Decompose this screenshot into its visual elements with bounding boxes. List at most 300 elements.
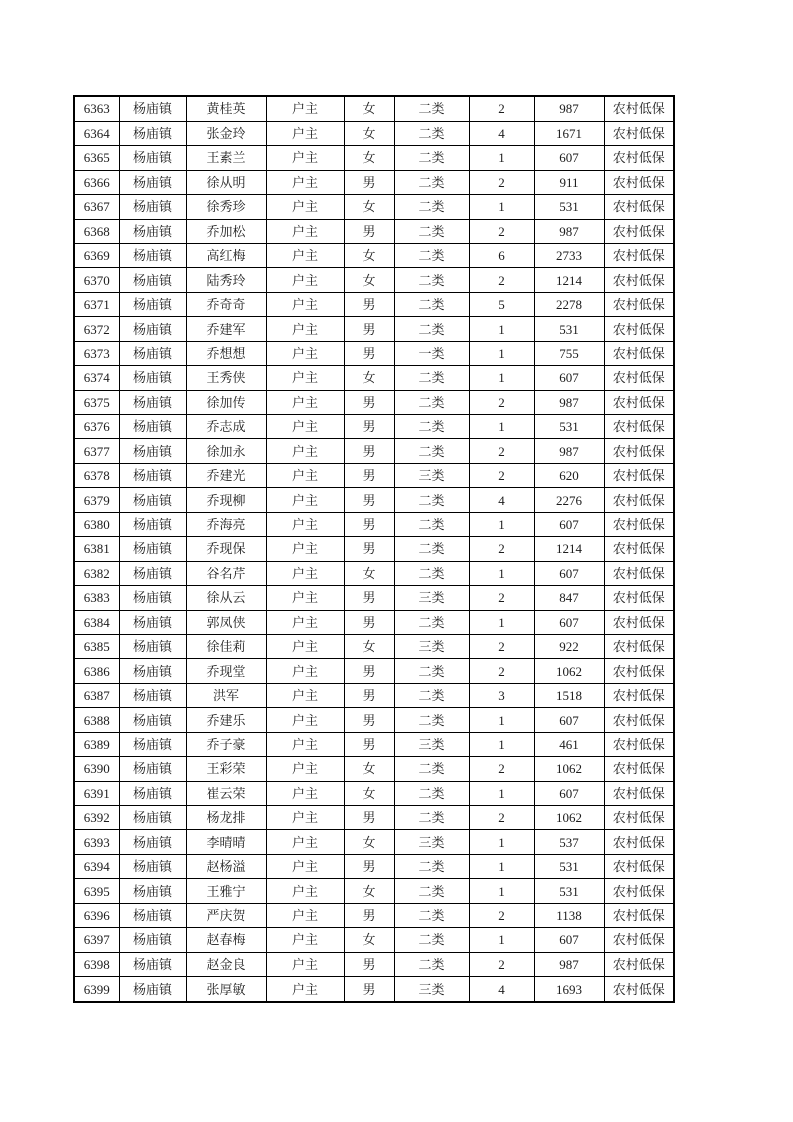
cell-household_count: 2 <box>469 219 534 243</box>
cell-category: 二类 <box>394 708 469 732</box>
cell-amount: 461 <box>534 732 604 756</box>
cell-amount: 1693 <box>534 977 604 1002</box>
cell-relation: 户主 <box>266 341 344 365</box>
table-row <box>74 292 674 316</box>
cell-gender: 女 <box>344 561 394 585</box>
cell-category: 二类 <box>394 952 469 976</box>
table-row <box>74 390 674 414</box>
cell-category: 二类 <box>394 781 469 805</box>
cell-household_count: 2 <box>469 659 534 683</box>
cell-serial_number: 6373 <box>74 341 119 365</box>
cell-serial_number: 6372 <box>74 317 119 341</box>
cell-serial_number: 6370 <box>74 268 119 292</box>
cell-gender: 女 <box>344 781 394 805</box>
cell-town: 杨庙镇 <box>119 439 186 463</box>
cell-amount: 1062 <box>534 659 604 683</box>
cell-town: 杨庙镇 <box>119 928 186 952</box>
cell-gender: 男 <box>344 488 394 512</box>
cell-town: 杨庙镇 <box>119 708 186 732</box>
cell-category: 二类 <box>394 854 469 878</box>
cell-town: 杨庙镇 <box>119 488 186 512</box>
cell-amount: 531 <box>534 317 604 341</box>
cell-amount: 607 <box>534 708 604 732</box>
cell-town: 杨庙镇 <box>119 610 186 634</box>
table-row <box>74 537 674 561</box>
cell-amount: 755 <box>534 341 604 365</box>
cell-gender: 女 <box>344 879 394 903</box>
cell-household_count: 1 <box>469 317 534 341</box>
cell-relation: 户主 <box>266 219 344 243</box>
cell-amount: 911 <box>534 170 604 194</box>
table-row <box>74 903 674 927</box>
cell-serial_number: 6399 <box>74 977 119 1002</box>
table-row <box>74 928 674 952</box>
cell-relation: 户主 <box>266 366 344 390</box>
cell-welfare_type: 农村低保 <box>604 366 674 390</box>
cell-household_count: 4 <box>469 121 534 145</box>
cell-category: 三类 <box>394 634 469 658</box>
cell-name: 乔想想 <box>186 341 266 365</box>
cell-town: 杨庙镇 <box>119 806 186 830</box>
cell-town: 杨庙镇 <box>119 879 186 903</box>
cell-amount: 2276 <box>534 488 604 512</box>
table-row <box>74 121 674 145</box>
cell-gender: 女 <box>344 195 394 219</box>
cell-household_count: 2 <box>469 757 534 781</box>
cell-welfare_type: 农村低保 <box>604 634 674 658</box>
cell-name: 乔建乐 <box>186 708 266 732</box>
cell-relation: 户主 <box>266 806 344 830</box>
cell-category: 二类 <box>394 561 469 585</box>
cell-serial_number: 6397 <box>74 928 119 952</box>
cell-town: 杨庙镇 <box>119 219 186 243</box>
cell-town: 杨庙镇 <box>119 415 186 439</box>
cell-name: 王素兰 <box>186 146 266 170</box>
cell-welfare_type: 农村低保 <box>604 219 674 243</box>
cell-household_count: 4 <box>469 977 534 1002</box>
cell-household_count: 2 <box>469 390 534 414</box>
cell-relation: 户主 <box>266 512 344 536</box>
cell-amount: 531 <box>534 854 604 878</box>
cell-welfare_type: 农村低保 <box>604 561 674 585</box>
cell-household_count: 2 <box>469 806 534 830</box>
cell-gender: 女 <box>344 121 394 145</box>
cell-welfare_type: 农村低保 <box>604 439 674 463</box>
table-row <box>74 757 674 781</box>
cell-amount: 620 <box>534 463 604 487</box>
cell-gender: 女 <box>344 268 394 292</box>
cell-welfare_type: 农村低保 <box>604 341 674 365</box>
cell-name: 张金玲 <box>186 121 266 145</box>
table-row <box>74 952 674 976</box>
cell-serial_number: 6363 <box>74 96 119 121</box>
cell-gender: 男 <box>344 708 394 732</box>
cell-town: 杨庙镇 <box>119 195 186 219</box>
cell-amount: 1062 <box>534 806 604 830</box>
cell-name: 王彩荣 <box>186 757 266 781</box>
cell-welfare_type: 农村低保 <box>604 537 674 561</box>
table-row <box>74 341 674 365</box>
cell-category: 三类 <box>394 463 469 487</box>
cell-relation: 户主 <box>266 586 344 610</box>
cell-amount: 1138 <box>534 903 604 927</box>
cell-relation: 户主 <box>266 683 344 707</box>
cell-welfare_type: 农村低保 <box>604 195 674 219</box>
cell-gender: 男 <box>344 341 394 365</box>
cell-amount: 987 <box>534 219 604 243</box>
cell-town: 杨庙镇 <box>119 170 186 194</box>
table-row <box>74 488 674 512</box>
cell-welfare_type: 农村低保 <box>604 806 674 830</box>
table-row <box>74 732 674 756</box>
cell-household_count: 2 <box>469 634 534 658</box>
table-row <box>74 683 674 707</box>
cell-gender: 男 <box>344 439 394 463</box>
cell-category: 二类 <box>394 439 469 463</box>
cell-town: 杨庙镇 <box>119 537 186 561</box>
cell-serial_number: 6364 <box>74 121 119 145</box>
cell-name: 郭凤侠 <box>186 610 266 634</box>
cell-category: 一类 <box>394 341 469 365</box>
cell-household_count: 2 <box>469 439 534 463</box>
cell-category: 二类 <box>394 537 469 561</box>
cell-amount: 1214 <box>534 268 604 292</box>
cell-serial_number: 6387 <box>74 683 119 707</box>
cell-town: 杨庙镇 <box>119 317 186 341</box>
cell-serial_number: 6393 <box>74 830 119 854</box>
cell-gender: 男 <box>344 952 394 976</box>
cell-relation: 户主 <box>266 659 344 683</box>
cell-town: 杨庙镇 <box>119 952 186 976</box>
cell-welfare_type: 农村低保 <box>604 512 674 536</box>
cell-welfare_type: 农村低保 <box>604 854 674 878</box>
cell-gender: 男 <box>344 317 394 341</box>
cell-relation: 户主 <box>266 268 344 292</box>
cell-town: 杨庙镇 <box>119 341 186 365</box>
cell-category: 二类 <box>394 683 469 707</box>
cell-category: 二类 <box>394 96 469 121</box>
cell-name: 赵金良 <box>186 952 266 976</box>
cell-gender: 男 <box>344 683 394 707</box>
cell-gender: 男 <box>344 537 394 561</box>
cell-gender: 女 <box>344 96 394 121</box>
cell-serial_number: 6381 <box>74 537 119 561</box>
cell-relation: 户主 <box>266 439 344 463</box>
cell-town: 杨庙镇 <box>119 903 186 927</box>
cell-welfare_type: 农村低保 <box>604 170 674 194</box>
cell-serial_number: 6386 <box>74 659 119 683</box>
cell-household_count: 4 <box>469 488 534 512</box>
cell-welfare_type: 农村低保 <box>604 952 674 976</box>
cell-serial_number: 6389 <box>74 732 119 756</box>
cell-amount: 531 <box>534 879 604 903</box>
cell-serial_number: 6384 <box>74 610 119 634</box>
cell-name: 徐佳莉 <box>186 634 266 658</box>
cell-town: 杨庙镇 <box>119 146 186 170</box>
cell-gender: 男 <box>344 512 394 536</box>
cell-household_count: 2 <box>469 170 534 194</box>
cell-name: 乔奇奇 <box>186 292 266 316</box>
cell-serial_number: 6380 <box>74 512 119 536</box>
cell-name: 乔子豪 <box>186 732 266 756</box>
cell-name: 杨龙排 <box>186 806 266 830</box>
cell-household_count: 1 <box>469 415 534 439</box>
cell-welfare_type: 农村低保 <box>604 488 674 512</box>
cell-name: 洪军 <box>186 683 266 707</box>
cell-household_count: 5 <box>469 292 534 316</box>
cell-gender: 男 <box>344 610 394 634</box>
cell-household_count: 1 <box>469 879 534 903</box>
cell-town: 杨庙镇 <box>119 634 186 658</box>
cell-welfare_type: 农村低保 <box>604 463 674 487</box>
cell-relation: 户主 <box>266 390 344 414</box>
cell-relation: 户主 <box>266 757 344 781</box>
cell-category: 二类 <box>394 317 469 341</box>
cell-household_count: 2 <box>469 903 534 927</box>
table-row <box>74 366 674 390</box>
table-row <box>74 708 674 732</box>
cell-amount: 607 <box>534 366 604 390</box>
cell-name: 张厚敏 <box>186 977 266 1002</box>
cell-town: 杨庙镇 <box>119 659 186 683</box>
cell-name: 王秀侠 <box>186 366 266 390</box>
cell-relation: 户主 <box>266 928 344 952</box>
cell-amount: 2278 <box>534 292 604 316</box>
cell-name: 黄桂英 <box>186 96 266 121</box>
cell-relation: 户主 <box>266 610 344 634</box>
cell-amount: 987 <box>534 952 604 976</box>
cell-name: 高红梅 <box>186 243 266 267</box>
cell-category: 二类 <box>394 415 469 439</box>
cell-town: 杨庙镇 <box>119 463 186 487</box>
cell-relation: 户主 <box>266 96 344 121</box>
cell-gender: 男 <box>344 903 394 927</box>
cell-amount: 2733 <box>534 243 604 267</box>
table-row <box>74 463 674 487</box>
cell-household_count: 1 <box>469 146 534 170</box>
cell-name: 乔现柳 <box>186 488 266 512</box>
cell-town: 杨庙镇 <box>119 854 186 878</box>
table-row <box>74 781 674 805</box>
cell-household_count: 1 <box>469 854 534 878</box>
table-row <box>74 415 674 439</box>
cell-serial_number: 6375 <box>74 390 119 414</box>
cell-amount: 607 <box>534 561 604 585</box>
cell-name: 徐加传 <box>186 390 266 414</box>
cell-gender: 女 <box>344 757 394 781</box>
cell-welfare_type: 农村低保 <box>604 781 674 805</box>
cell-household_count: 1 <box>469 341 534 365</box>
cell-name: 陆秀玲 <box>186 268 266 292</box>
cell-name: 徐从明 <box>186 170 266 194</box>
cell-town: 杨庙镇 <box>119 781 186 805</box>
cell-household_count: 1 <box>469 366 534 390</box>
cell-serial_number: 6388 <box>74 708 119 732</box>
cell-gender: 女 <box>344 830 394 854</box>
cell-gender: 男 <box>344 170 394 194</box>
cell-amount: 1214 <box>534 537 604 561</box>
cell-household_count: 3 <box>469 683 534 707</box>
cell-gender: 女 <box>344 366 394 390</box>
cell-household_count: 2 <box>469 586 534 610</box>
cell-welfare_type: 农村低保 <box>604 732 674 756</box>
cell-amount: 1062 <box>534 757 604 781</box>
cell-gender: 女 <box>344 243 394 267</box>
cell-relation: 户主 <box>266 195 344 219</box>
cell-serial_number: 6376 <box>74 415 119 439</box>
cell-amount: 607 <box>534 146 604 170</box>
cell-serial_number: 6379 <box>74 488 119 512</box>
cell-category: 二类 <box>394 659 469 683</box>
cell-serial_number: 6365 <box>74 146 119 170</box>
cell-category: 二类 <box>394 268 469 292</box>
cell-welfare_type: 农村低保 <box>604 390 674 414</box>
cell-gender: 男 <box>344 415 394 439</box>
cell-category: 二类 <box>394 512 469 536</box>
cell-welfare_type: 农村低保 <box>604 146 674 170</box>
cell-name: 谷名芹 <box>186 561 266 585</box>
cell-category: 二类 <box>394 243 469 267</box>
cell-relation: 户主 <box>266 317 344 341</box>
cell-name: 乔现堂 <box>186 659 266 683</box>
cell-category: 二类 <box>394 121 469 145</box>
cell-town: 杨庙镇 <box>119 268 186 292</box>
cell-welfare_type: 农村低保 <box>604 121 674 145</box>
cell-relation: 户主 <box>266 561 344 585</box>
cell-serial_number: 6368 <box>74 219 119 243</box>
cell-category: 二类 <box>394 757 469 781</box>
cell-amount: 537 <box>534 830 604 854</box>
cell-welfare_type: 农村低保 <box>604 977 674 1002</box>
welfare-records-table <box>73 95 675 1003</box>
cell-household_count: 1 <box>469 732 534 756</box>
table-row <box>74 806 674 830</box>
cell-town: 杨庙镇 <box>119 683 186 707</box>
cell-name: 乔建光 <box>186 463 266 487</box>
cell-category: 二类 <box>394 292 469 316</box>
cell-serial_number: 6391 <box>74 781 119 805</box>
cell-household_count: 2 <box>469 952 534 976</box>
table-row <box>74 659 674 683</box>
cell-welfare_type: 农村低保 <box>604 268 674 292</box>
cell-serial_number: 6395 <box>74 879 119 903</box>
cell-serial_number: 6383 <box>74 586 119 610</box>
cell-welfare_type: 农村低保 <box>604 292 674 316</box>
cell-serial_number: 6369 <box>74 243 119 267</box>
cell-serial_number: 6392 <box>74 806 119 830</box>
cell-serial_number: 6385 <box>74 634 119 658</box>
cell-relation: 户主 <box>266 732 344 756</box>
cell-household_count: 1 <box>469 610 534 634</box>
cell-serial_number: 6378 <box>74 463 119 487</box>
cell-welfare_type: 农村低保 <box>604 96 674 121</box>
cell-serial_number: 6396 <box>74 903 119 927</box>
cell-relation: 户主 <box>266 170 344 194</box>
cell-amount: 987 <box>534 390 604 414</box>
cell-relation: 户主 <box>266 634 344 658</box>
cell-serial_number: 6398 <box>74 952 119 976</box>
cell-household_count: 2 <box>469 96 534 121</box>
cell-name: 严庆贺 <box>186 903 266 927</box>
table-row <box>74 634 674 658</box>
cell-household_count: 1 <box>469 561 534 585</box>
cell-town: 杨庙镇 <box>119 292 186 316</box>
cell-welfare_type: 农村低保 <box>604 928 674 952</box>
cell-relation: 户主 <box>266 121 344 145</box>
cell-welfare_type: 农村低保 <box>604 708 674 732</box>
cell-gender: 男 <box>344 806 394 830</box>
cell-relation: 户主 <box>266 952 344 976</box>
cell-category: 二类 <box>394 195 469 219</box>
cell-amount: 607 <box>534 610 604 634</box>
table-row <box>74 512 674 536</box>
cell-gender: 男 <box>344 659 394 683</box>
cell-name: 王雅宁 <box>186 879 266 903</box>
cell-household_count: 2 <box>469 537 534 561</box>
cell-relation: 户主 <box>266 243 344 267</box>
cell-category: 三类 <box>394 586 469 610</box>
cell-gender: 男 <box>344 390 394 414</box>
cell-town: 杨庙镇 <box>119 366 186 390</box>
table-row <box>74 439 674 463</box>
table-row <box>74 830 674 854</box>
table-row <box>74 268 674 292</box>
cell-household_count: 2 <box>469 463 534 487</box>
cell-name: 乔海亮 <box>186 512 266 536</box>
cell-relation: 户主 <box>266 854 344 878</box>
cell-serial_number: 6394 <box>74 854 119 878</box>
cell-serial_number: 6390 <box>74 757 119 781</box>
cell-household_count: 1 <box>469 195 534 219</box>
cell-relation: 户主 <box>266 781 344 805</box>
cell-welfare_type: 农村低保 <box>604 757 674 781</box>
cell-welfare_type: 农村低保 <box>604 903 674 927</box>
cell-household_count: 1 <box>469 708 534 732</box>
table-row <box>74 96 674 121</box>
cell-relation: 户主 <box>266 415 344 439</box>
cell-serial_number: 6367 <box>74 195 119 219</box>
cell-name: 李晴晴 <box>186 830 266 854</box>
cell-town: 杨庙镇 <box>119 586 186 610</box>
cell-relation: 户主 <box>266 488 344 512</box>
cell-gender: 女 <box>344 928 394 952</box>
cell-amount: 607 <box>534 512 604 536</box>
table-row <box>74 561 674 585</box>
cell-category: 二类 <box>394 610 469 634</box>
cell-amount: 987 <box>534 96 604 121</box>
cell-amount: 1671 <box>534 121 604 145</box>
cell-welfare_type: 农村低保 <box>604 243 674 267</box>
cell-town: 杨庙镇 <box>119 757 186 781</box>
cell-category: 二类 <box>394 219 469 243</box>
cell-name: 徐从云 <box>186 586 266 610</box>
cell-name: 赵春梅 <box>186 928 266 952</box>
cell-serial_number: 6382 <box>74 561 119 585</box>
cell-town: 杨庙镇 <box>119 96 186 121</box>
cell-name: 徐加永 <box>186 439 266 463</box>
cell-name: 乔加松 <box>186 219 266 243</box>
cell-amount: 531 <box>534 195 604 219</box>
cell-name: 乔现保 <box>186 537 266 561</box>
cell-town: 杨庙镇 <box>119 732 186 756</box>
cell-town: 杨庙镇 <box>119 830 186 854</box>
cell-category: 二类 <box>394 488 469 512</box>
cell-gender: 女 <box>344 146 394 170</box>
cell-relation: 户主 <box>266 463 344 487</box>
cell-gender: 男 <box>344 977 394 1002</box>
cell-town: 杨庙镇 <box>119 561 186 585</box>
table-row <box>74 610 674 634</box>
